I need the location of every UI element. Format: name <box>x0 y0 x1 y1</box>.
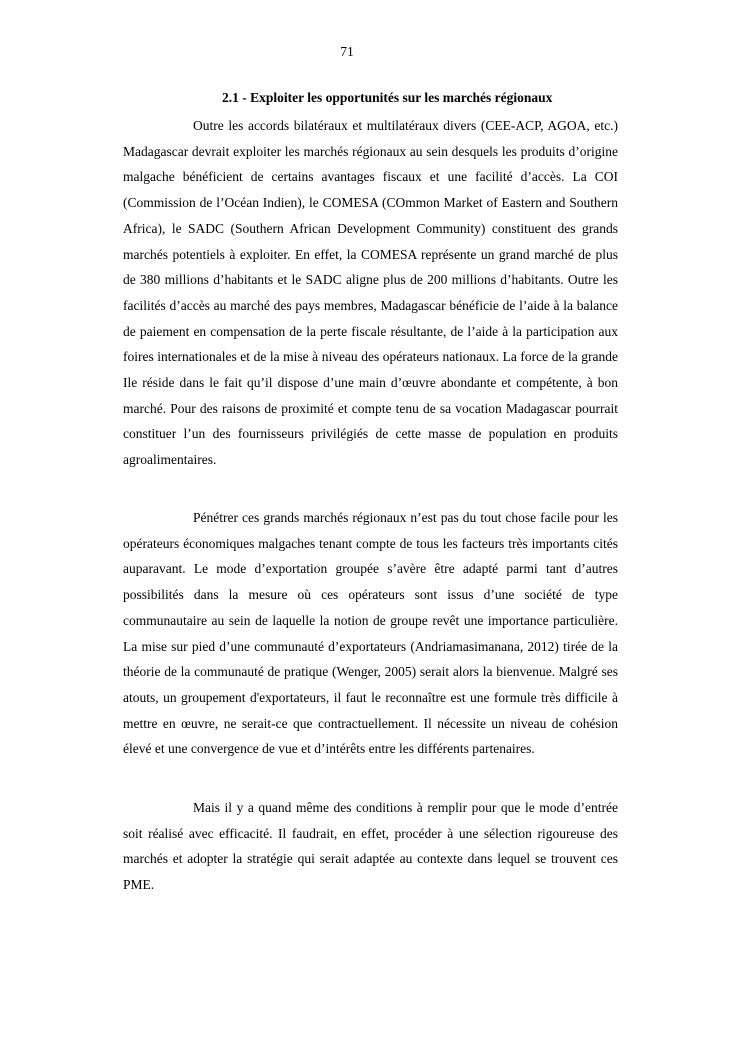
paragraph-1 <box>123 113 618 473</box>
paragraph-2-text: Pénétrer ces grands marchés régionaux n’est pas du tout chose facile pour les opérateurs économiques malgaches tenant compte de tous les facteurs très importants cités auparavant. Le mode d’exportation groupée s’avère être adapté parmi tant d’autres possibilités dans la mesure où ces opérateurs sont issus d’une société de type communautaire au sein de laquelle la notion de groupe revêt une importance particulière. La mise sur pied d’une communauté d’exportateurs (Andriamasimanana, 2012) tirée de la théorie de la communauté de pratique (Wenger, 2005) serait alors la bienvenue. Malgré ses atouts, un groupement d'exportateurs, il faut le reconnaître est une formule très difficile à mettre en œuvre, ne serait-ce que contractuellement. Il nécessite un niveau de cohésion élevé et une convergence de vue et d’intérêts entre les différents partenaires. <box>123 510 618 757</box>
paragraph-3 <box>123 795 618 898</box>
section-heading: 2.1 - Exploiter les opportunités sur les marchés régionaux <box>222 90 553 105</box>
paragraph-3-text: Mais il y a quand même des conditions à remplir pour que le mode d’entrée soit réalisé avec efficacité. Il faudrait, en effet, procéder à une sélection rigoureuse des marchés et adopter la stratégie qui serait adaptée au contexte dans lequel se trouvent ces PME. <box>123 800 618 893</box>
paragraph-1-text: Outre les accords bilatéraux et multilatéraux divers (CEE-ACP, AGOA, etc.) Madagascar devrait exploiter les marchés régionaux au sein desquels les produits d’origine malgache bénéficient de certains avantages fiscaux et une facilité d’accès. La COI (Commission de l’Océan Indien), le COMESA (COmmon Market of Eastern and Southern Africa), le SADC (Southern African Development Community) constituent des grands marchés potentiels à exploiter. En effet, la COMESA représente un grand marché de plus de 380 millions d’habitants et le SADC aligne plus de 200 millions d’habitants. Outre les facilités d’accès au marché des pays membres, Madagascar bénéficie de l’aide à la balance de paiement en compensation de la perte fiscale résultante, de l’aide à la participation aux foires internationales et de la mise à niveau des opérateurs nationaux. La force de la grande Ile réside dans le fait qu’il dispose d’une main d’œuvre abondante et compétente, à bon marché. Pour des raisons de proximité et compte tenu de sa vocation Madagascar pourrait constituer l’un des fournisseurs privilégiés de cette masse de population en produits agroalimentaires. <box>123 118 618 468</box>
paragraph-2 <box>123 505 618 762</box>
page-number: 71 <box>340 44 354 59</box>
